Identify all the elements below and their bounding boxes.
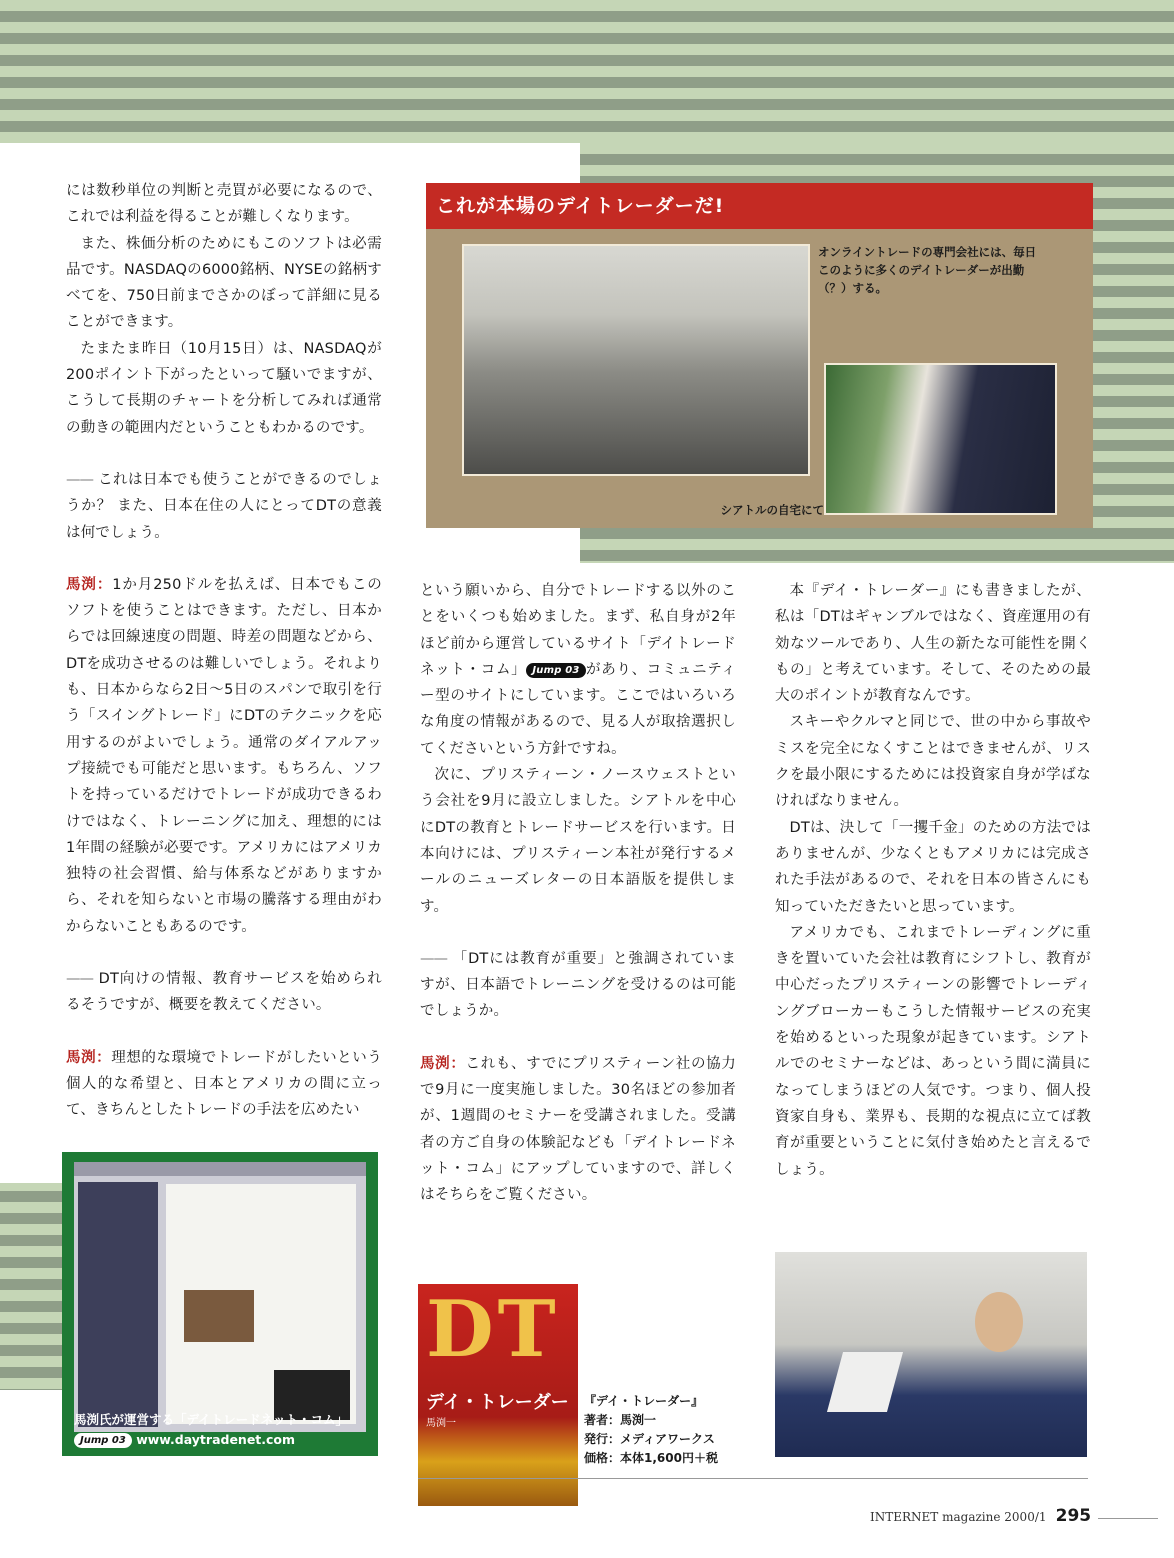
book-cover-subtitle: デイ・トレーダー [426,1392,569,1413]
website-screenshot-box [62,1152,378,1456]
footer-tail-rule [1098,1518,1158,1519]
speaker-label: 馬渕： [420,1055,466,1072]
website-url[interactable]: www.daytradenet.com [136,1432,296,1447]
book-publisher: 発行：メディアワークス [584,1432,715,1446]
answer-1: 馬渕：1か月250ドルを払えば、日本でもこのソフトを使うことはできます。ただし、日本からでは回線速度の問題、時差の問題などから、DTを成功させるのは難しいでしょう。それよりも、日本からなら2日～5日のスパンで取引を行う「スイングトレード」にDTのテクニックを応用するのがよいでしょう。通常のダイアルアップ接続でも可能だと思います。もちろん、ソフトを持っているだけでトレードが成功できるわけではなく、トレーニングに加え、理想的には1年間の経験が必要です。アメリカにはアメリカ独特の社会習慣、給与体系などがありますから、それを知らないと市場の騰落する理由がわからないこともあるのです。 [66,576,382,935]
office-photo [462,244,810,476]
paragraph: という願いから、自分でトレードする以外のことをいくつも始めました。まず、私自身が2年ほど前から運営しているサイト「デイトレードネット・コム」 Jump 03 があり、コミュニティー型のサイトにしています。ここではいろいろな角度の情報があるので、見る人が取捨選択してくださいという方針ですね。 [420,583,736,757]
photo-feature [426,183,1093,528]
paragraph: 次に、プリスティーン・ノースウェストという会社を9月に設立しました。シアトルを中心にDTの教育とトレードサービスを行います。日本向けには、プリスティーン本社が発行するメールのニューズレターの日本語版を提供します。 [420,767,736,915]
book-info [584,1392,718,1468]
answer-2: 馬渕：理想的な環境でトレードがしたいという個人的な希望と、日本とアメリカの間に立って、きちんとしたトレードの手法を広めたい [66,1049,382,1119]
home-caption: シアトルの自宅にて [720,503,824,517]
footer-rule [418,1478,1088,1479]
book-author: 著者：馬渕一 [584,1413,657,1427]
speaker-label: 馬渕： [66,576,113,593]
paragraph: 本『デイ・トレーダー』にも書きましたが、私は「DTはギャンブルではなく、資産運用の有効なツールであり、人生の新たな可能性を開くもの」と考えています。そして、そのための最大のポイントが教育なんです。 [775,583,1091,705]
footer [870,1506,1091,1526]
question-1: —— これは日本でも使うことができるのでしょうか？ また、日本在住の人にとってDTの意義は何でしょう。 [66,471,382,541]
column-1 [66,178,382,1124]
office-caption: オンライントレードの専門会社には、毎日このように多くのデイトレーダーが出勤（？）する。 [818,245,1037,295]
portrait-photo [775,1252,1087,1457]
book-cover-author: 馬渕一 [426,1418,456,1429]
speaker-label: 馬渕： [66,1049,112,1066]
paragraph: DTは、決して「一攫千金」のための方法ではありませんが、少なくともアメリカには完成された手法があるので、それを日本の皆さんにも知っていただきたいと思っています。 [775,819,1091,915]
website-caption: 馬渕氏が運営する「デイトレードネット・コム」 [74,1412,349,1427]
website-screenshot [74,1162,366,1432]
book-cover [418,1284,578,1506]
top-stripes [0,0,1174,143]
column-2 [420,578,736,1209]
question-2: —— DT向けの情報、教育サービスを始められるそうですが、概要を教えてください。 [66,971,383,1014]
paragraph: たまたま昨日（10月15日）は、NASDAQが200ポイント下がったといって騒いでますが、こうして長期のチャートを分析してみれば通常の動きの範囲内だということもわかるのです。 [66,340,382,436]
book-price: 価格：本体1,600円＋税 [584,1451,718,1465]
jump-icon[interactable]: Jump 03 [526,663,585,678]
answer-3: 馬渕：これも、すでにプリスティーン社の協力で9月に一度実施しました。30名ほどの参加者が、1週間のセミナーを受講されました。受講者の方ご自身の体験記なども「デイトレードネット・コム」にアップしていますので、詳しくはそちらをご覧ください。 [420,1055,736,1204]
book-title: 『デイ・トレーダー』 [584,1394,704,1408]
website-link-row [74,1432,295,1448]
question-3: —— 「DTには教育が重要」と強調されていますが、日本語でトレーニングを受けるのは可能でしょうか。 [420,950,737,1020]
page-number: 295 [1055,1506,1092,1526]
home-photo [824,363,1057,515]
paragraph: スキーやクルマと同じで、世の中から事故やミスを完全になくすことはできませんが、リスクを最小限にするためには投資家自身が学ばなければなりません。 [775,714,1091,810]
paragraph: また、株価分析のためにもこのソフトは必需品です。NASDAQの6000銘柄、NYSEの銘柄すべてを、750日前までさかのぼって詳細に見ることができます。 [66,235,382,331]
jump-icon[interactable]: Jump 03 [74,1433,132,1448]
paragraph: には数秒単位の判断と売買が必要になるので、これでは利益を得ることが難しくなります。 [66,183,382,226]
paragraph: アメリカでも、これまでトレーディングに重きを置いていた会社は教育にシフトし、教育が中心だったプリスティーンの影響でトレーディングブローカーもこうした情報サービスの充実を始めるといった現象が起きています。シアトルでのセミナーなどは、あっという間に満員になってしまうほどの人気です。つまり、個人投資家自身も、業界も、長期的な視点に立てば教育が重要ということに気付き始めたと言えるでしょう。 [775,924,1091,1178]
column-3 [775,578,1091,1183]
feature-title: これが本場のデイトレーダーだ! [426,183,1093,229]
book-cover-title: DT [426,1284,560,1375]
magazine-name: INTERNET magazine 2000/1 [870,1510,1047,1524]
